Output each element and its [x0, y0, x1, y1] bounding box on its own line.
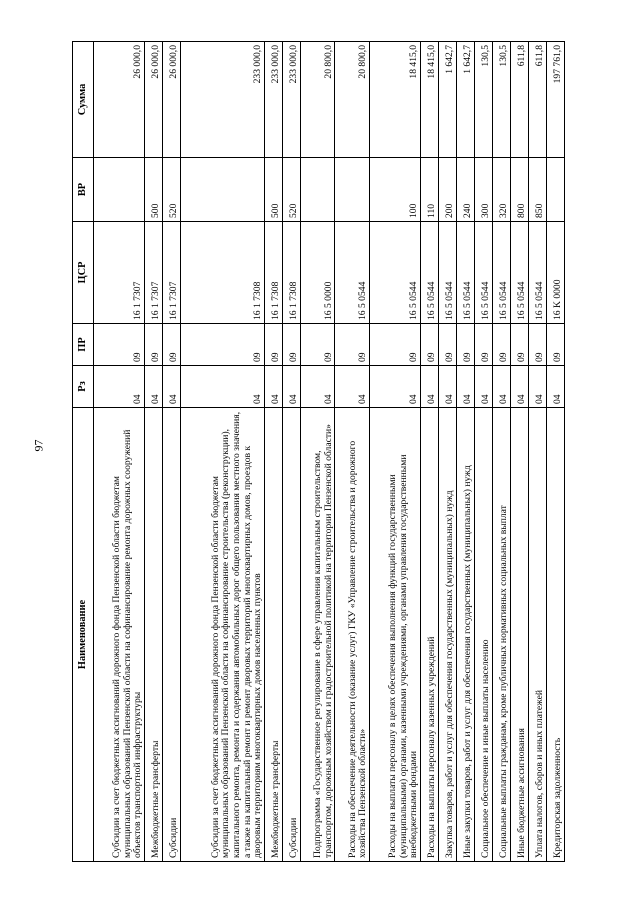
cell-csr: 16 5 0544: [369, 222, 420, 324]
cell-vr: [546, 158, 564, 222]
table-row: [300, 42, 334, 862]
cell-vr: [94, 158, 145, 222]
cell-csr: 16 5 0000: [300, 222, 334, 324]
cell-name: Субсидии: [162, 408, 180, 862]
cell-csr: 16 1 7308: [264, 222, 282, 324]
rotated-table-container: [72, 42, 565, 862]
cell-vr: [335, 158, 369, 222]
page-number: 97: [31, 439, 46, 452]
table-row: [456, 42, 474, 862]
cell-name: Расходы на выплаты персоналу казенных учреждений: [420, 408, 438, 862]
header-name: Наименование: [73, 408, 94, 862]
cell-vr: 850: [528, 158, 546, 222]
cell-rz: 04: [369, 366, 420, 408]
cell-name: Социальные выплаты гражданам, кроме публичных нормативных социальных выплат: [492, 408, 510, 862]
cell-rz: 04: [94, 366, 145, 408]
cell-pr: 09: [546, 324, 564, 366]
cell-vr: 300: [474, 158, 492, 222]
cell-sum: 20 800,0: [335, 42, 369, 158]
cell-rz: 04: [300, 366, 334, 408]
cell-name: Расходы на выплаты персоналу в целях обеспечения выполнения функций государственными (муниципальными) органами, казенными учреждениями, органами управления государственными внебюджетными фондами: [369, 408, 420, 862]
cell-csr: 16 5 0544: [510, 222, 528, 324]
cell-pr: 09: [282, 324, 300, 366]
cell-csr: 16 5 0544: [456, 222, 474, 324]
cell-name: Субсидии за счет бюджетных ассигнований дорожного фонда Пензенской области бюджетам муниципальных образований Пензенской области на софинансирование ремонта дорожных сооружений объектов транспортной инфраструктуры: [94, 408, 145, 862]
cell-sum: 233 000,0: [264, 42, 282, 158]
cell-pr: 09: [144, 324, 162, 366]
cell-rz: 04: [335, 366, 369, 408]
table-row: [144, 42, 162, 862]
cell-csr: 16 5 0544: [474, 222, 492, 324]
cell-name: Расходы на обеспечение деятельности (оказание услуг) ГКУ «Управление строительства и дорожного хозяйства Пензенской области»: [335, 408, 369, 862]
table-row: [546, 42, 564, 862]
table-header-row: [73, 42, 94, 862]
cell-pr: 09: [474, 324, 492, 366]
cell-pr: 09: [492, 324, 510, 366]
cell-sum: 1 642,7: [438, 42, 456, 158]
cell-sum: 26 000,0: [162, 42, 180, 158]
cell-name: Субсидии за счет бюджетных ассигнований дорожного фонда Пензенской области бюджетам муниципальных образований Пензенской области на софинансирование строительства (реконструкции), капитального ремонта, ремонта и содержания автомобильных дорог общего пользования местного значения, а также на капитальный ремонт и ремонт дворовых территорий многоквартирных домов, проездов к дворовым территориям многоквартирных домов населенных пунктов: [180, 408, 264, 862]
cell-name: Иные закупки товаров, работ и услуг для обеспечения государственных (муниципальных) нужд: [456, 408, 474, 862]
budget-table: [72, 41, 565, 862]
cell-rz: 04: [180, 366, 264, 408]
table-row: [438, 42, 456, 862]
cell-pr: 09: [180, 324, 264, 366]
cell-pr: 09: [300, 324, 334, 366]
cell-csr: 16 5 0544: [420, 222, 438, 324]
table-row: [282, 42, 300, 862]
cell-sum: 26 000,0: [144, 42, 162, 158]
cell-pr: 09: [528, 324, 546, 366]
cell-pr: 09: [335, 324, 369, 366]
cell-name: Иные бюджетные ассигнования: [510, 408, 528, 862]
cell-pr: 09: [369, 324, 420, 366]
cell-csr: 16 1 7308: [180, 222, 264, 324]
cell-rz: 04: [282, 366, 300, 408]
table-row: [180, 42, 264, 862]
cell-rz: 04: [438, 366, 456, 408]
cell-name: Социальное обеспечение и иные выплаты населению: [474, 408, 492, 862]
cell-vr: [300, 158, 334, 222]
cell-vr: 200: [438, 158, 456, 222]
cell-sum: 611,8: [528, 42, 546, 158]
cell-vr: 110: [420, 158, 438, 222]
cell-sum: 20 800,0: [300, 42, 334, 158]
cell-vr: [180, 158, 264, 222]
cell-pr: 09: [94, 324, 145, 366]
cell-vr: 500: [144, 158, 162, 222]
table-row: [510, 42, 528, 862]
cell-name: Межбюджетные трансферты: [144, 408, 162, 862]
cell-name: Закупка товаров, работ и услуг для обеспечения государственных (муниципальных) нужд: [438, 408, 456, 862]
cell-rz: 04: [474, 366, 492, 408]
cell-pr: 09: [420, 324, 438, 366]
cell-sum: 130,5: [492, 42, 510, 158]
cell-sum: 1 642,7: [456, 42, 474, 158]
cell-rz: 04: [528, 366, 546, 408]
cell-vr: 800: [510, 158, 528, 222]
cell-rz: 04: [420, 366, 438, 408]
cell-rz: 04: [144, 366, 162, 408]
table-row: [335, 42, 369, 862]
cell-vr: 500: [264, 158, 282, 222]
cell-csr: 16 1 7308: [282, 222, 300, 324]
cell-csr: 16 5 0544: [492, 222, 510, 324]
cell-rz: 04: [162, 366, 180, 408]
cell-rz: 04: [456, 366, 474, 408]
cell-vr: 320: [492, 158, 510, 222]
cell-rz: 04: [510, 366, 528, 408]
cell-sum: 130,5: [474, 42, 492, 158]
cell-name: Подпрограмма «Государственное регулирование в сфере управления капитальным строительством, транспортом, дорожным хозяйством и градостроительной политикой на территории Пензенской области»: [300, 408, 334, 862]
cell-csr: 16 K 0000: [546, 222, 564, 324]
cell-csr: 16 1 7307: [144, 222, 162, 324]
cell-sum: 26 000,0: [94, 42, 145, 158]
cell-rz: 04: [492, 366, 510, 408]
cell-sum: 18 415,0: [369, 42, 420, 158]
header-vr: ВР: [73, 158, 94, 222]
cell-vr: 520: [162, 158, 180, 222]
header-sum: Сумма: [73, 42, 94, 158]
cell-csr: 16 5 0544: [528, 222, 546, 324]
rotated-table-inner: [72, 42, 565, 862]
cell-vr: 520: [282, 158, 300, 222]
cell-pr: 09: [438, 324, 456, 366]
cell-rz: 04: [546, 366, 564, 408]
header-pr: ПР: [73, 324, 94, 366]
cell-vr: 240: [456, 158, 474, 222]
cell-sum: 18 415,0: [420, 42, 438, 158]
cell-csr: 16 1 7307: [162, 222, 180, 324]
table-row: [528, 42, 546, 862]
cell-csr: 16 5 0544: [438, 222, 456, 324]
table-row: [94, 42, 145, 862]
cell-name: Межбюджетные трансферты: [264, 408, 282, 862]
cell-vr: 100: [369, 158, 420, 222]
cell-sum: 233 000,0: [180, 42, 264, 158]
cell-pr: 09: [510, 324, 528, 366]
cell-name: Уплата налогов, сборов и иных платежей: [528, 408, 546, 862]
cell-sum: 197 761,0: [546, 42, 564, 158]
header-rz: Рз: [73, 366, 94, 408]
cell-csr: 16 1 7307: [94, 222, 145, 324]
cell-csr: 16 5 0544: [335, 222, 369, 324]
table-row: [162, 42, 180, 862]
cell-sum: 233 000,0: [282, 42, 300, 158]
cell-pr: 09: [456, 324, 474, 366]
table-row: [369, 42, 420, 862]
cell-name: Кредиторская задолженность: [546, 408, 564, 862]
table-row: [492, 42, 510, 862]
cell-name: Субсидии: [282, 408, 300, 862]
cell-rz: 04: [264, 366, 282, 408]
table-row: [264, 42, 282, 862]
cell-pr: 09: [162, 324, 180, 366]
cell-sum: 611,8: [510, 42, 528, 158]
table-row: [420, 42, 438, 862]
table-row: [474, 42, 492, 862]
cell-pr: 09: [264, 324, 282, 366]
header-csr: ЦСР: [73, 222, 94, 324]
